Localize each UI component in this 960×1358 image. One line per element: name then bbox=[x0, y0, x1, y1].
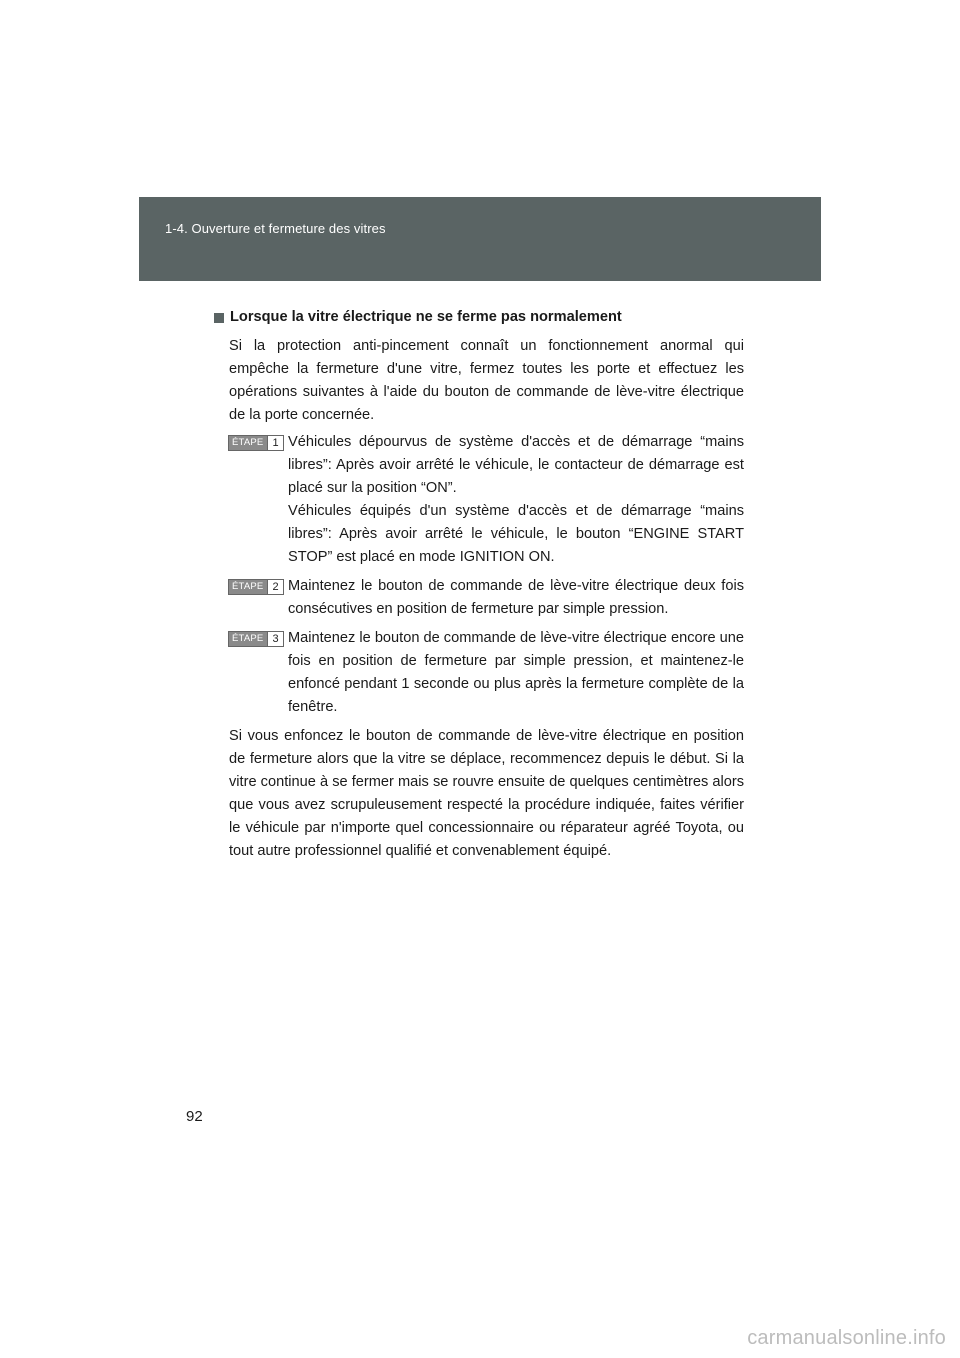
step-text: Maintenez le bouton de commande de lève-vitre électrique deux fois consécutives en position de fermeture par simple pression. bbox=[288, 578, 744, 617]
step-badge-label: ÉTAPE bbox=[229, 632, 267, 646]
intro-paragraph: Si la protection anti-pincement connaît un fonctionnement anormal qui empêche la fermeture d'une vitre, fermez toutes les porte et effectuez les opérations suivantes à l'aide du bouton de commande de lève-vitre électrique de la porte concernée. bbox=[229, 338, 744, 423]
page-content bbox=[214, 306, 744, 867]
chapter-section-title: 1-4. Ouverture et fermeture des vitres bbox=[165, 221, 386, 236]
chapter-header-band bbox=[139, 197, 821, 281]
step-badge-label: ÉTAPE bbox=[229, 436, 267, 450]
step-badge-number: 1 bbox=[267, 436, 282, 450]
step-badge-label: ÉTAPE bbox=[229, 580, 267, 594]
step-1 bbox=[214, 431, 744, 569]
step-badge bbox=[228, 631, 284, 647]
step-badge-number: 2 bbox=[267, 580, 282, 594]
step-badge-number: 3 bbox=[267, 632, 282, 646]
step-3 bbox=[214, 627, 744, 719]
step-text: Véhicules équipés d'un système d'accès et de démarrage “mains libres”: Après avoir arrêté le véhicule, le bouton “ENGINE START STOP” est placé en mode IGNITION ON. bbox=[288, 503, 744, 565]
watermark: carmanualsonline.info bbox=[747, 1327, 946, 1349]
square-bullet-icon bbox=[214, 313, 224, 323]
step-badge bbox=[228, 579, 284, 595]
section-heading bbox=[214, 306, 744, 329]
closing-paragraph: Si vous enfoncez le bouton de commande de lève-vitre électrique en position de fermeture alors que la vitre se déplace, recommencez depuis le début. Si la vitre continue à se fermer mais se rouvre ensuite de quelques centimètres alors que vous avez scrupuleusement respecté la procédure indiquée, faites vérifier le véhicule par n'importe quel concessionnaire ou réparateur agréé Toyota, ou tout autre professionnel qualifié et convenablement équipé. bbox=[229, 728, 744, 859]
page-number: 92 bbox=[186, 1108, 203, 1125]
step-2 bbox=[214, 575, 744, 621]
step-badge bbox=[228, 435, 284, 451]
step-text: Maintenez le bouton de commande de lève-vitre électrique encore une fois en position de fermeture par simple pression, et maintenez-le enfoncé pendant 1 seconde ou plus après la fermeture complète de la fenêtre. bbox=[288, 630, 744, 715]
section-heading-text: Lorsque la vitre électrique ne se ferme pas normalement bbox=[230, 309, 622, 325]
step-text: Véhicules dépourvus de système d'accès et de démarrage “mains libres”: Après avoir arrêté le véhicule, le contacteur de démarrage est placé sur la position “ON”. bbox=[288, 434, 744, 496]
